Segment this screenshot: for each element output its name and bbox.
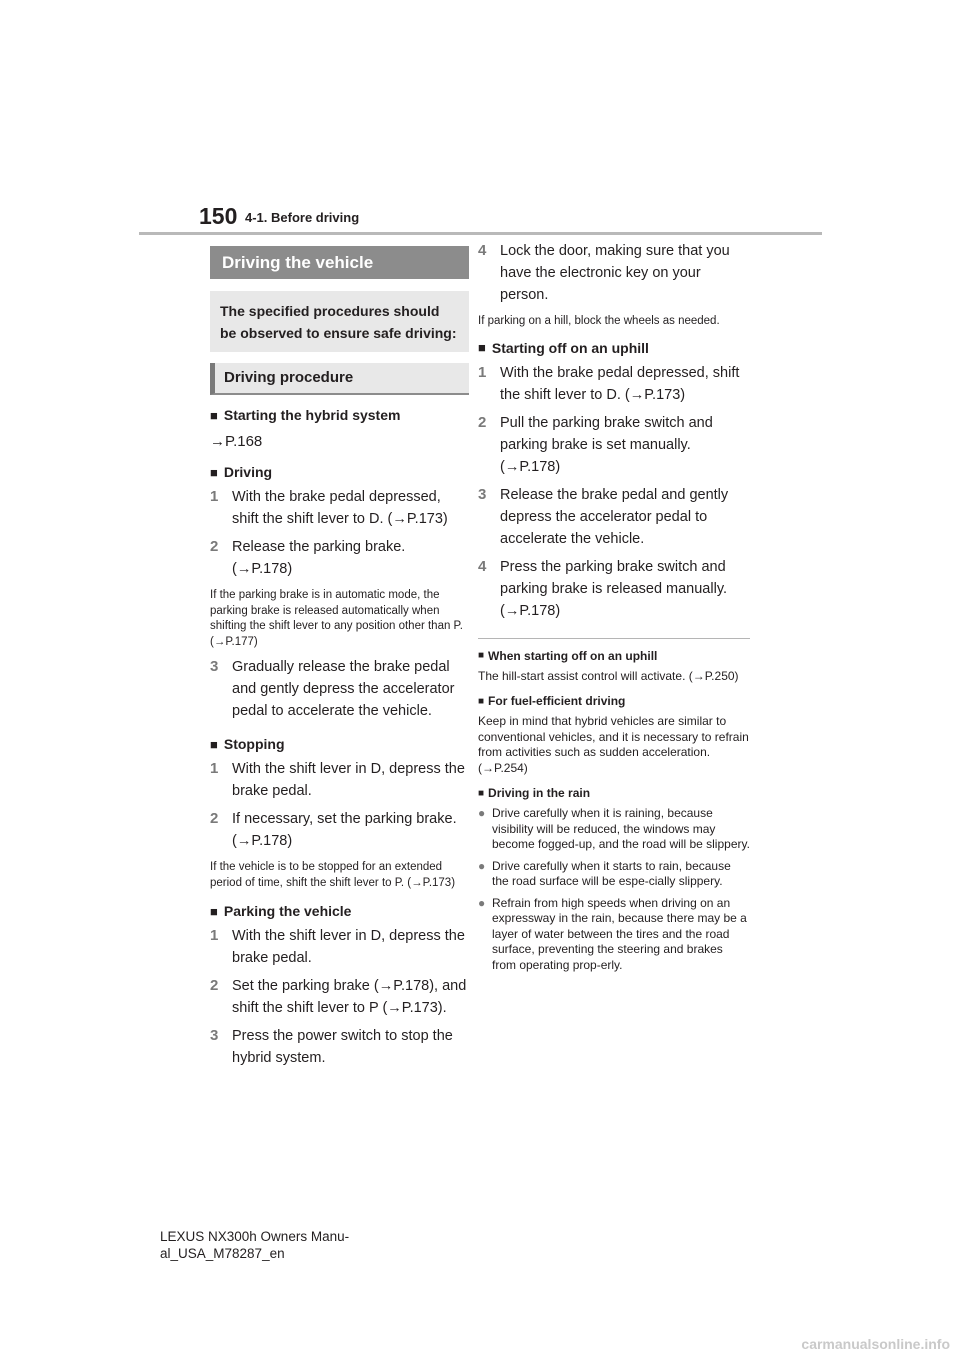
- step-text: With the brake pedal depressed, shift the shift lever to D. (→P.173): [500, 364, 740, 403]
- square-bullet-icon: ■: [478, 340, 486, 355]
- start-hybrid-label: Starting the hybrid system: [223, 407, 401, 423]
- intro-box: The specified procedures should be observed to ensure safe driving:: [210, 291, 469, 352]
- step: [210, 656, 469, 722]
- info-divider: [478, 638, 750, 639]
- info-heading-label: For fuel-efficient driving: [488, 694, 626, 708]
- square-bullet-icon: ■: [478, 787, 485, 799]
- rain-bullet: [478, 859, 750, 890]
- driving-heading: [210, 464, 469, 480]
- step-number: 4: [478, 557, 487, 575]
- step: [210, 808, 469, 852]
- footer-line: al_USA_M78287_en: [160, 1246, 285, 1261]
- step-number: 1: [478, 363, 487, 381]
- circle-bullet-icon: ●: [478, 895, 486, 910]
- step-number: 3: [478, 485, 487, 503]
- info-heading-fuel: [478, 694, 750, 708]
- step-number: 2: [210, 810, 219, 827]
- step-number: 3: [210, 658, 219, 675]
- step-text: Release the brake pedal and gently depress the accelerator pedal to accelerate the vehicle.: [500, 486, 729, 547]
- step: [478, 484, 750, 550]
- circle-bullet-icon: ●: [478, 858, 486, 873]
- info-heading-label: When starting off on an uphill: [488, 648, 658, 663]
- bullet-text: Refrain from high speeds when driving on an expressway in the rain, because there may be a layer of water between the tires and the road surface, preventing the steering and brakes from operating prop-erly.: [492, 895, 747, 972]
- step-number: 3: [210, 1027, 219, 1044]
- step: [210, 925, 469, 969]
- square-bullet-icon: ■: [478, 650, 485, 661]
- uphill-heading: [478, 340, 750, 356]
- step: [478, 556, 750, 622]
- info-text: Keep in mind that hybrid vehicles are similar to conventional vehicles, and it is necessary to refrain from activities such as sudden acceleration. (→P.254): [478, 714, 749, 775]
- square-bullet-icon: ■: [478, 695, 485, 707]
- start-ref-link[interactable]: →P.168: [210, 433, 263, 450]
- square-bullet-icon: ■: [210, 407, 218, 423]
- hill-note: If parking on a hill, block the wheels as needed.: [478, 315, 720, 327]
- bullet-text: Drive carefully when it is raining, because visibility will be reduced, the windows may become fogged-up, and the road will be slippery.: [492, 806, 750, 851]
- step-number: 2: [210, 538, 219, 555]
- step-text: With the shift lever in D, depress the brake pedal.: [232, 761, 465, 799]
- main-heading: Driving the vehicle: [210, 246, 469, 279]
- step-number: 1: [210, 488, 219, 505]
- driving-note: If the parking brake is in automatic mode, the parking brake is released automatically when shifting the shift lever to any position other than P. (→P.177): [210, 589, 463, 648]
- step: [210, 1025, 469, 1069]
- square-bullet-icon: ■: [210, 736, 218, 752]
- footer-line: LEXUS NX300h Owners Manu-: [160, 1229, 350, 1244]
- step-number: 2: [478, 413, 487, 431]
- step-text: Lock the door, making sure that you have the electronic key on your person.: [500, 243, 730, 303]
- step: [210, 758, 469, 802]
- left-column: [210, 246, 469, 1069]
- stopping-heading: [210, 736, 469, 752]
- driving-label: Driving: [223, 464, 273, 480]
- square-bullet-icon: ■: [210, 903, 218, 919]
- step: [210, 486, 469, 530]
- step-text: With the brake pedal depressed, shift the shift lever to D. (→P.173): [232, 489, 448, 527]
- uphill-label: Starting off on an uphill: [491, 339, 649, 356]
- circle-bullet-icon: ●: [478, 806, 486, 820]
- right-column: [478, 240, 750, 973]
- step: [210, 536, 469, 580]
- step-text: If necessary, set the parking brake. (→P.178): [232, 811, 457, 849]
- step-text: Press the parking brake switch and parking brake is released manually. (→P.178): [500, 558, 728, 619]
- step-number: 2: [210, 977, 219, 994]
- step-text: Pull the parking brake switch and parking brake is set manually. (→P.178): [500, 414, 713, 475]
- step-text: Press the power switch to stop the hybrid system.: [232, 1028, 453, 1066]
- stopping-label: Stopping: [223, 736, 285, 752]
- info-heading-label: Driving in the rain: [488, 786, 591, 800]
- parking-heading: [210, 903, 469, 919]
- step-number: 1: [210, 760, 219, 777]
- bullet-text: Drive carefully when it starts to rain, because the road surface will be espe-cially slippery.: [492, 858, 731, 888]
- step: [478, 412, 750, 478]
- start-hybrid-heading: [210, 407, 469, 423]
- step-number: 1: [210, 927, 219, 944]
- step: [478, 240, 750, 306]
- info-text: The hill-start assist control will activate. (→P.250): [478, 668, 739, 683]
- page-number: 150: [199, 203, 238, 229]
- step-text: Set the parking brake (→P.178), and shift the shift lever to P (→P.173).: [232, 978, 467, 1016]
- step-text: Release the parking brake. (→P.178): [232, 539, 406, 577]
- step-text: With the shift lever in D, depress the brake pedal.: [232, 928, 465, 966]
- sub-heading: Driving procedure: [210, 363, 469, 395]
- watermark: carmanualsonline.info: [801, 1336, 950, 1352]
- step-text: Gradually release the brake pedal and gently depress the accelerator pedal to accelerate the vehicle.: [232, 659, 455, 719]
- info-heading-rain: [478, 786, 750, 800]
- rain-bullet: [478, 896, 750, 974]
- section-title: 4-1. Before driving: [245, 210, 360, 225]
- step: [210, 975, 469, 1019]
- rain-bullet: [478, 806, 750, 853]
- step: [478, 362, 750, 406]
- step-number: 4: [478, 242, 487, 259]
- square-bullet-icon: ■: [210, 464, 218, 480]
- parking-label: Parking the vehicle: [223, 903, 352, 919]
- info-heading-uphill: [478, 649, 750, 663]
- header-rule: [139, 232, 822, 235]
- stopping-note: If the vehicle is to be stopped for an extended period of time, shift the shift lever to P. (→P.173): [210, 861, 456, 889]
- footer: [160, 1228, 460, 1262]
